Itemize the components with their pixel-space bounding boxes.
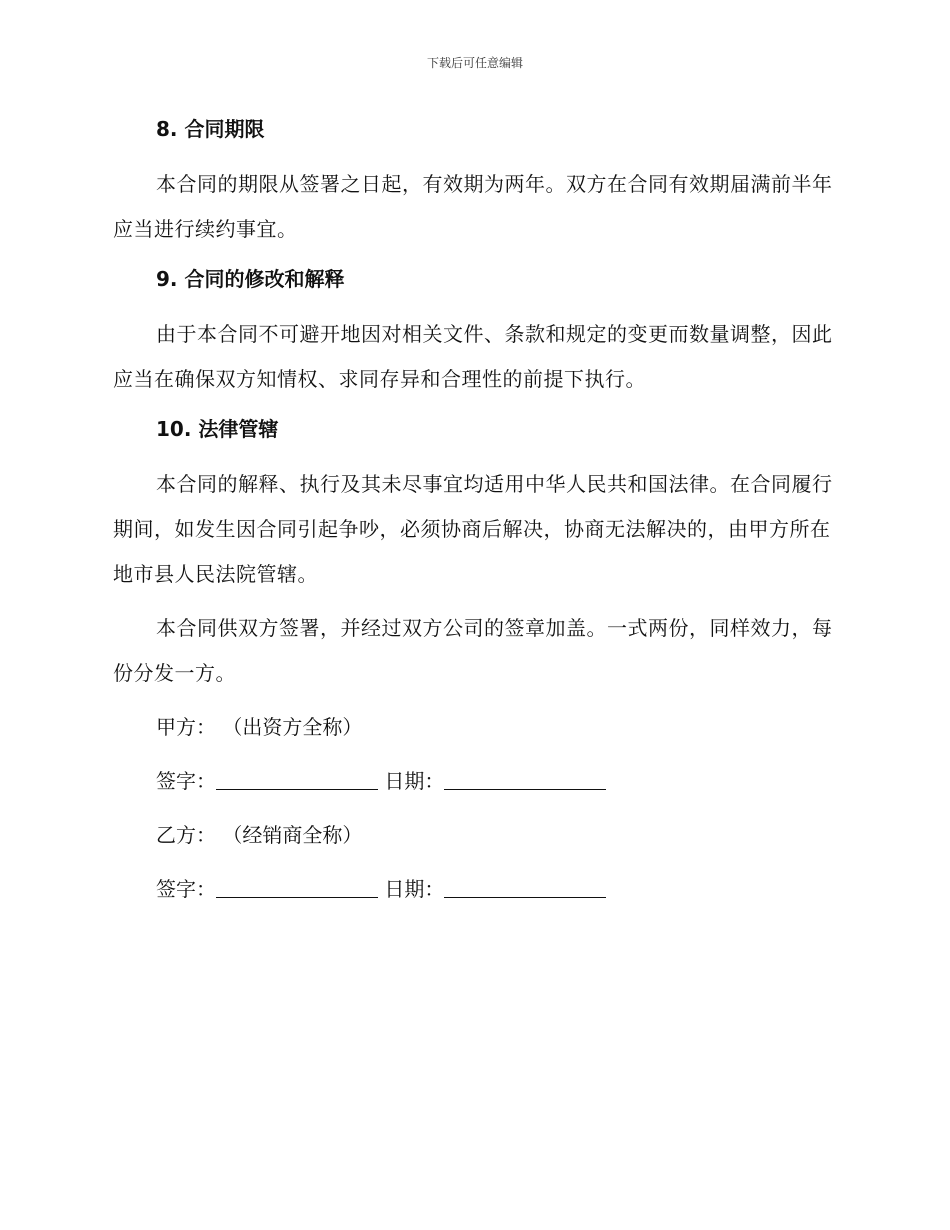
signature-blank[interactable] [216, 769, 378, 790]
section-10-paragraph: 本合同的解释、执行及其未尽事宜均适用中华人民共和国法律。在合同履行期间，如发生因合同引起争吵，必须协商后解决，协商无法解决的，由甲方所在地市县人民法院管辖。 [113, 472, 833, 586]
section-9-paragraph: 由于本合同不可避开地因对相关文件、条款和规定的变更而数量调整，因此应当在确保双方知情权、求同存异和合理性的前提下执行。 [113, 322, 833, 391]
section-8-heading: 8. 合同期限 [156, 117, 265, 141]
section-8-paragraph: 本合同的期限从签署之日起，有效期为两年。双方在合同有效期届满前半年应当进行续约事宜。 [113, 172, 833, 241]
date-blank[interactable] [444, 769, 606, 790]
signature-blank[interactable] [216, 877, 378, 898]
document-body [113, 110, 833, 916]
party-a-label: 甲方： [156, 715, 216, 739]
section-9-heading: 9. 合同的修改和解释 [156, 267, 345, 291]
section-10-heading: 10. 法律管辖 [156, 417, 279, 441]
party-b-name: （经销商全称） [222, 823, 363, 847]
party-a-line [156, 700, 833, 754]
party-a-name: （出资方全称） [222, 715, 363, 739]
date-label: 日期： [384, 769, 445, 793]
party-a-signature-line [156, 754, 833, 808]
party-b-label: 乙方： [156, 823, 216, 847]
sign-label: 签字： [156, 877, 216, 901]
closing-paragraph: 本合同供双方签署，并经过双方公司的签章加盖。一式两份，同样效力，每份分发一方。 [113, 616, 833, 685]
sign-label: 签字： [156, 769, 216, 793]
page-header: 下载后可任意编辑 [426, 56, 523, 70]
party-b-signature-line [156, 862, 833, 916]
date-blank[interactable] [444, 877, 606, 898]
party-b-line [156, 808, 833, 862]
date-label: 日期： [384, 877, 445, 901]
